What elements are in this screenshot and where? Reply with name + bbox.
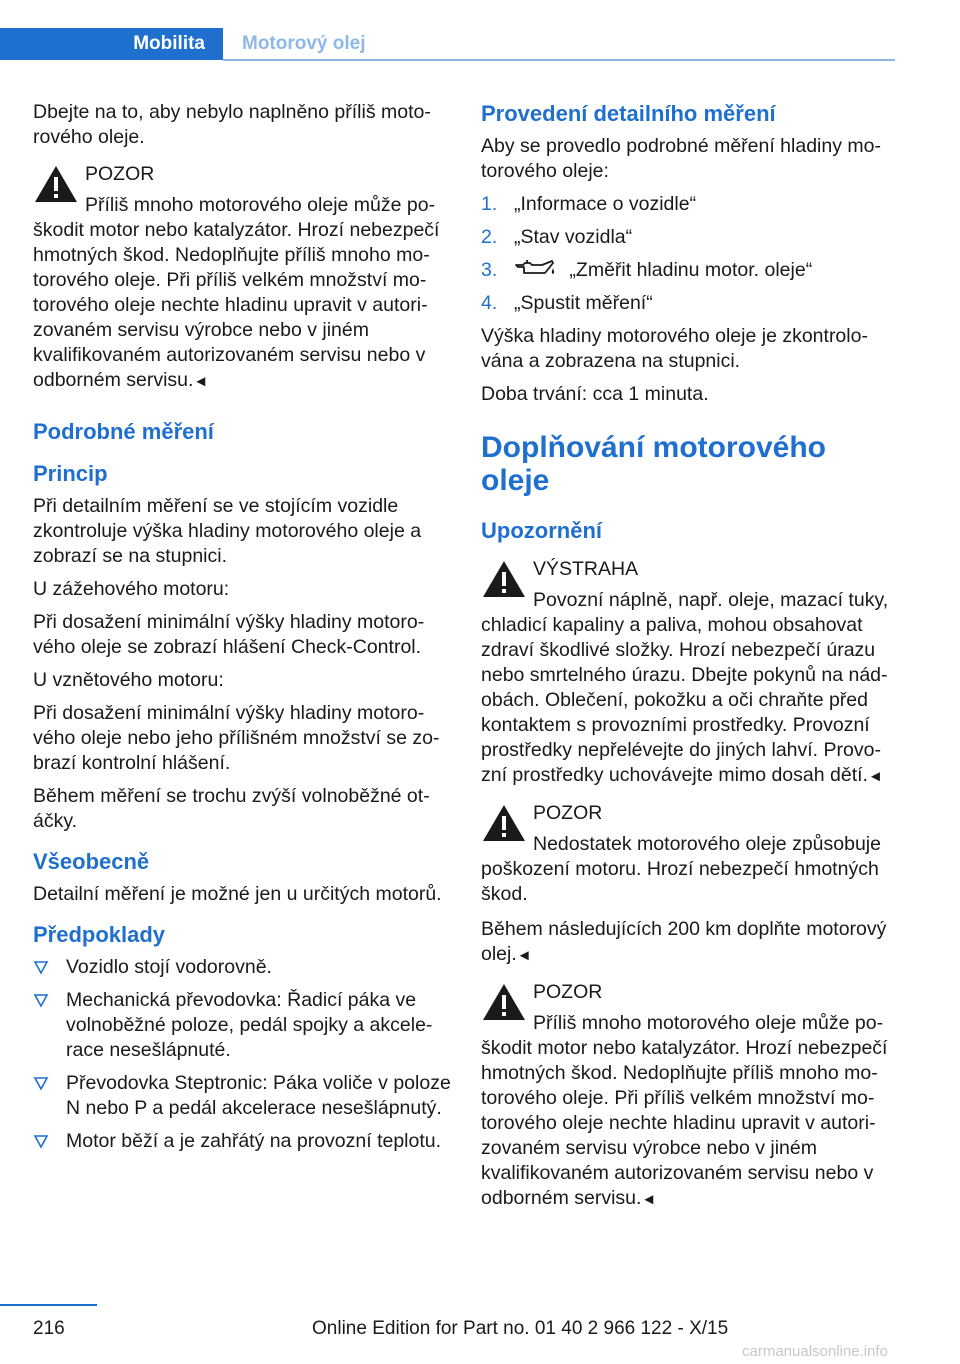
triangle-bullet-icon — [33, 1075, 49, 1091]
warning-title: VÝSTRAHA — [533, 558, 639, 580]
caution-title: POZOR — [533, 802, 603, 824]
end-mark: ◄ — [641, 1191, 657, 1208]
caution-text: Příliš mnoho motorového oleje může poškodit motor nebo katalyzátor. Hrozí nebezpečí hmotných škod. Nedoplňujte příliš mnoho motorového oleje. Při příliš velkém množství motorového oleje nechte hladinu upravit v autorizovaném servisu výrobce nebo v jiném kvalifikovaném autorizovaném servisu nebo v odborném servisu. — [33, 194, 440, 391]
heading-predpoklady: Předpoklady — [33, 922, 166, 947]
end-mark: ◄ — [193, 373, 209, 390]
heading-vseobecne: Všeobecně — [33, 849, 150, 874]
warning-triangle-icon — [481, 982, 527, 1022]
list-item: Mechanická převodovka: Řadicí páka ve volnoběžné poloze, pedál spojky a akcelerace nesešlápnuté. — [33, 988, 451, 1063]
page-number: 216 — [33, 1318, 65, 1339]
heading-princip: Princip — [33, 461, 108, 486]
paragraph: Při dosažení minimální výšky hladiny motorového oleje se zobrazí hlášení Check-Control. — [33, 611, 425, 658]
intro-paragraph: Dbejte na to, aby nebylo naplněno příliš motorového oleje. — [33, 101, 431, 148]
left-column — [33, 100, 451, 1162]
end-mark: ◄ — [867, 768, 883, 785]
triangle-bullet-icon — [33, 992, 49, 1008]
paragraph: Při detailním měření se ve stojícím vozidle zkontroluje výška hladiny motorového oleje a zobrazí se na stupnici. — [33, 495, 422, 567]
list-item: Převodovka Steptronic: Páka voliče v poloze N nebo P a pedál akcelerace nesešlápnutý. — [33, 1071, 451, 1121]
right-column — [481, 100, 899, 1222]
heading-upozorneni: Upozornění — [481, 518, 602, 543]
steps-list — [481, 192, 899, 316]
page-header — [0, 28, 895, 60]
caution-title: POZOR — [85, 163, 155, 185]
caution-block — [481, 801, 899, 907]
footer-rule — [0, 1304, 97, 1306]
list-item: 4. „Spustit měření“ — [481, 292, 653, 314]
list-item: 1. „Informace o vozidle“ — [481, 193, 697, 215]
edition-text: Online Edition for Part no. 01 40 2 966 122 - X/15 — [312, 1318, 729, 1339]
list-item: Vozidlo stojí vodorovně. — [33, 955, 451, 980]
warning-triangle-icon — [481, 803, 527, 843]
header-rule — [223, 59, 895, 61]
chapter-tab-label: Mobilita — [133, 33, 205, 54]
list-item: 3. „Změřit hladinu motor. oleje“ — [481, 259, 813, 281]
paragraph: U vznětového motoru: — [33, 669, 224, 691]
watermark: carmanualsonline.info — [742, 1343, 888, 1360]
paragraph: Aby se provedlo podrobné měření hladiny motorového oleje: — [481, 135, 881, 182]
oil-can-icon — [514, 259, 556, 279]
caution-text: Příliš mnoho motorového oleje může poškodit motor nebo katalyzátor. Hrozí nebezpečí hmotných škod. Nedoplňujte příliš mnoho motorového oleje. Při příliš velkém množství motorového oleje nechte hladinu upravit v autorizovaném servisu výrobce nebo v jiném kvalifikovaném autorizovaném servisu nebo v odborném servisu. — [481, 1012, 888, 1209]
step-number: 2. — [481, 226, 498, 248]
triangle-bullet-icon — [33, 959, 49, 975]
caution-title: POZOR — [533, 981, 603, 1003]
end-mark: ◄ — [516, 947, 532, 964]
caution-text: Nedostatek motorového oleje způsobuje poškození motoru. Hrozí nebezpečí hmotných škod. — [481, 833, 881, 905]
paragraph: Při dosažení minimální výšky hladiny motorového oleje nebo jeho přílišném množství se zobrazí kontrolní hlášení. — [33, 702, 440, 774]
section-title: Motorový olej — [242, 33, 366, 54]
triangle-bullet-icon — [33, 1133, 49, 1149]
step-number: 1. — [481, 193, 498, 215]
paragraph: Během měření se trochu zvýší volnoběžné otáčky. — [33, 785, 430, 832]
paragraph: Doba trvání: cca 1 minuta. — [481, 383, 709, 405]
list-item: 2. „Stav vozidla“ — [481, 226, 633, 248]
paragraph: Výška hladiny motorového oleje je zkontrolována a zobrazena na stupnici. — [481, 325, 868, 372]
chapter-tab — [0, 28, 223, 60]
warning-triangle-icon — [481, 559, 527, 599]
step-number: 4. — [481, 292, 498, 314]
caution-block — [33, 162, 451, 394]
heading-provedeni: Provedení detailního měření — [481, 101, 776, 126]
warning-triangle-icon — [33, 164, 79, 204]
heading-doplnovani: Doplňování motorového oleje — [481, 431, 826, 497]
heading-podrobne-mereni: Podrobné měření — [33, 419, 214, 444]
step-number: 3. — [481, 259, 498, 281]
paragraph: Detailní měření je možné jen u určitých motorů. — [33, 883, 442, 905]
caution-block — [481, 980, 899, 1212]
list-item: Motor běží a je zahřátý na provozní teplotu. — [33, 1129, 451, 1154]
paragraph: Během následujících 200 km doplňte motorový olej. — [481, 918, 887, 965]
prerequisites-list — [33, 955, 451, 1154]
paragraph: U zážehového motoru: — [33, 578, 230, 600]
warning-text: Povozní náplně, např. oleje, mazací tuky, chladicí kapaliny a paliva, mohou obsahovat zdraví škodlivé složky. Hrozí nebezpečí úrazu nebo smrtelného úrazu. Dbejte pokynů na nádobách. Oblečení, pokožku a oči chraňte před kontaktem s provozními prostředky. Provozní prostředky nepřelévejte do jiných lahví. Provozní prostředky uchovávejte mimo dosah dětí. — [481, 589, 889, 786]
warning-block — [481, 557, 899, 789]
